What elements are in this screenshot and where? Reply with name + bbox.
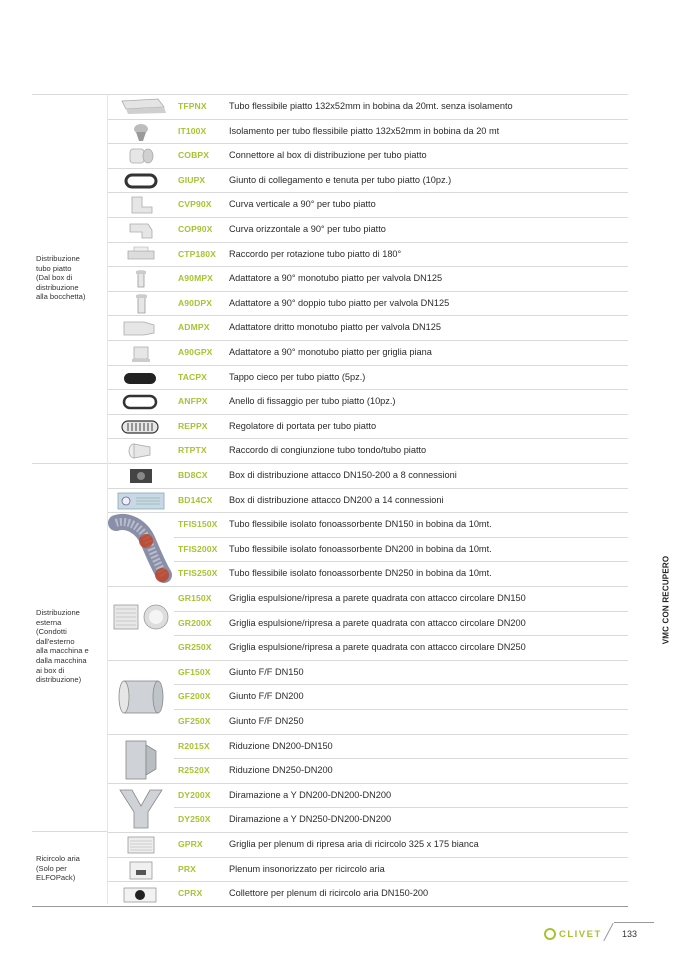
product-description: Raccordo di congiunzione tubo tondo/tubo piatto bbox=[229, 445, 427, 456]
product-code: DY200X bbox=[178, 789, 211, 800]
adapter-90-mono-image bbox=[108, 267, 174, 291]
product-description: Plenum insonorizzato per ricircolo aria bbox=[229, 863, 385, 874]
joint-image bbox=[108, 169, 174, 193]
table-row bbox=[108, 389, 628, 414]
distribution-box-8-image bbox=[108, 464, 174, 488]
product-description: Adattatore dritto monotubo piatto per valvola DN125 bbox=[229, 322, 441, 333]
product-code: RTPTX bbox=[178, 445, 207, 456]
table-row bbox=[108, 438, 628, 463]
table-row bbox=[108, 168, 628, 193]
product-description: Collettore per plenum di ricircolo aria DN150-200 bbox=[229, 888, 429, 899]
product-description: Isolamento per tubo flessibile piatto 132x52mm in bobina da 20 mt bbox=[229, 125, 500, 136]
product-description: Adattatore a 90° monotubo piatto per griglia piana bbox=[229, 347, 432, 357]
straight-adapter-image bbox=[108, 316, 174, 340]
product-code: IT100X bbox=[178, 125, 207, 136]
product-code: ADMPX bbox=[178, 322, 210, 333]
footer-slash bbox=[603, 923, 613, 941]
product-code: R2015X bbox=[178, 740, 210, 751]
grille-adapter-image bbox=[108, 341, 174, 365]
product-code: DY250X bbox=[178, 814, 211, 825]
product-description: Raccordo per rotazione tubo piatto di 180° bbox=[229, 248, 402, 259]
table-row bbox=[174, 709, 628, 734]
product-code: REPPX bbox=[178, 420, 208, 431]
table-row bbox=[174, 611, 628, 636]
table-row bbox=[108, 488, 628, 513]
product-description: Tubo flessibile isolato fonoassorbente DN200 in bobina da 10mt. bbox=[229, 543, 492, 554]
table-row bbox=[108, 857, 628, 882]
product-description: Connettore al box di distribuzione per tubo piatto bbox=[229, 150, 427, 161]
table-row bbox=[108, 365, 628, 390]
table-row bbox=[108, 242, 628, 267]
footer-rule bbox=[614, 922, 654, 923]
reduction-image bbox=[108, 735, 174, 784]
table-row bbox=[108, 291, 628, 316]
product-code: GF250X bbox=[178, 716, 211, 726]
product-description: Curva verticale a 90° per tubo piatto bbox=[229, 199, 376, 210]
group-label-text: Distribuzione esterna (Condotti dall'esterno alla macchina e dalla macchina ai box di distribuzione) bbox=[36, 608, 89, 685]
table-row bbox=[108, 881, 628, 906]
table-row bbox=[108, 340, 628, 365]
product-description: Diramazione a Y DN200-DN200-DN200 bbox=[229, 789, 392, 800]
product-code: ANFPX bbox=[178, 396, 208, 407]
product-description: Griglia espulsione/ripresa a parete quadrata con attacco circolare DN250 bbox=[229, 642, 526, 653]
table-row bbox=[108, 832, 628, 857]
product-description: Box di distribuzione attacco DN200 a 14 connessioni bbox=[229, 494, 444, 505]
table-row bbox=[108, 217, 628, 242]
table-row bbox=[108, 119, 628, 144]
product-description: Regolatore di portata per tubo piatto bbox=[229, 420, 377, 431]
side-section-title: VMC CON RECUPERO bbox=[661, 555, 671, 645]
table-row bbox=[174, 561, 628, 586]
table-row bbox=[108, 414, 628, 439]
plenum-image bbox=[108, 858, 174, 882]
brand-logo bbox=[544, 927, 602, 941]
product-code: GR250X bbox=[178, 642, 212, 653]
fixing-ring-image bbox=[108, 390, 174, 414]
product-code: COBPX bbox=[178, 150, 210, 161]
product-code: PRX bbox=[178, 863, 196, 874]
group-label-text: Distribuzione tubo piatto (Dal box di distribuzione alla bocchetta) bbox=[36, 254, 86, 302]
product-code: GR150X bbox=[178, 593, 212, 603]
product-description: Diramazione a Y DN250-DN200-DN200 bbox=[229, 814, 392, 825]
blind-cap-image bbox=[108, 366, 174, 390]
product-code: GPRX bbox=[178, 839, 203, 849]
insulation-image bbox=[108, 120, 174, 144]
product-code: R2520X bbox=[178, 765, 210, 776]
product-description: Tubo flessibile piatto 132x52mm in bobina da 20mt. senza isolamento bbox=[229, 101, 513, 111]
product-description: Tappo cieco per tubo piatto (5pz.) bbox=[229, 371, 366, 382]
product-description: Riduzione DN200-DN150 bbox=[229, 740, 333, 751]
group-label-text: Ricircolo aria (Solo per ELFOPack) bbox=[36, 854, 80, 883]
product-code: GF200X bbox=[178, 691, 211, 702]
product-code: CPRX bbox=[178, 888, 203, 899]
distribution-box-14-image bbox=[108, 489, 174, 513]
ff-joint-image bbox=[108, 661, 174, 735]
product-code: GR200X bbox=[178, 617, 212, 628]
table-row bbox=[108, 266, 628, 291]
product-description: Curva orizzontale a 90° per tubo piatto bbox=[229, 224, 386, 234]
round-flat-fitting-image bbox=[108, 439, 174, 463]
group-divider bbox=[32, 463, 108, 464]
product-code: CTP180X bbox=[178, 248, 216, 259]
vertical-bend-image bbox=[108, 193, 174, 217]
product-description: Riduzione DN250-DN200 bbox=[229, 765, 333, 776]
product-description: Griglia espulsione/ripresa a parete quadrata con attacco circolare DN150 bbox=[229, 593, 526, 603]
product-description: Giunto di collegamento e tenuta per tubo piatto (10pz.) bbox=[229, 174, 452, 185]
table-row bbox=[174, 758, 628, 783]
product-code: COP90X bbox=[178, 224, 213, 234]
table-row bbox=[108, 192, 628, 217]
plenum-grille-image bbox=[108, 833, 174, 857]
table-row bbox=[108, 463, 628, 488]
product-code: A90DPX bbox=[178, 297, 213, 308]
insulated-flexible-duct-image bbox=[108, 513, 174, 587]
table-row bbox=[174, 807, 628, 832]
product-code: TFPNX bbox=[178, 101, 207, 111]
flat-duct-image bbox=[108, 95, 174, 119]
product-description: Box di distribuzione attacco DN150-200 a 8 connessioni bbox=[229, 470, 457, 480]
wall-grille-image bbox=[108, 587, 174, 661]
product-code: GF150X bbox=[178, 666, 211, 677]
logo-ring-icon bbox=[544, 928, 556, 940]
product-code: TFIS250X bbox=[178, 568, 218, 579]
product-description: Giunto F/F DN250 bbox=[229, 716, 304, 726]
table-row bbox=[174, 684, 628, 709]
group-label-recirculation bbox=[36, 854, 106, 883]
product-code: A90GPX bbox=[178, 347, 213, 357]
product-description: Griglia espulsione/ripresa a parete quadrata con attacco circolare DN200 bbox=[229, 617, 526, 628]
page-number: 133 bbox=[622, 929, 638, 939]
product-code: BD14CX bbox=[178, 494, 213, 505]
table-row bbox=[108, 315, 628, 340]
product-description: Anello di fissaggio per tubo piatto (10pz.) bbox=[229, 396, 396, 407]
product-description: Tubo flessibile isolato fonoassorbente DN150 in bobina da 10mt. bbox=[229, 519, 492, 530]
group-label-external bbox=[36, 608, 106, 685]
adapter-90-double-image bbox=[108, 292, 174, 316]
y-branch-image bbox=[108, 784, 174, 833]
table-row bbox=[174, 635, 628, 660]
table-row bbox=[108, 143, 628, 168]
product-code: GIUPX bbox=[178, 174, 206, 185]
collector-image bbox=[108, 882, 174, 906]
product-code: TFIS150X bbox=[178, 519, 218, 530]
product-description: Adattatore a 90° monotubo piatto per valvola DN125 bbox=[229, 273, 443, 284]
connector-image bbox=[108, 144, 174, 168]
product-description: Adattatore a 90° doppio tubo piatto per valvola DN125 bbox=[229, 297, 450, 308]
product-code: TFIS200X bbox=[178, 543, 218, 554]
product-code: CVP90X bbox=[178, 199, 212, 210]
product-description: Griglia per plenum di ripresa aria di ricircolo 325 x 175 bianca bbox=[229, 839, 479, 849]
group-divider bbox=[32, 94, 108, 95]
product-description: Giunto F/F DN200 bbox=[229, 691, 304, 702]
horizontal-bend-image bbox=[108, 218, 174, 242]
product-code: BD8CX bbox=[178, 470, 208, 480]
table-bottom-rule bbox=[32, 906, 628, 907]
product-description: Tubo flessibile isolato fonoassorbente DN250 in bobina da 10mt. bbox=[229, 568, 492, 579]
product-description: Giunto F/F DN150 bbox=[229, 666, 304, 677]
group-divider bbox=[32, 831, 108, 832]
table-row bbox=[108, 94, 628, 119]
rotation-fitting-image bbox=[108, 243, 174, 267]
product-code: A90MPX bbox=[178, 273, 213, 284]
group-label-flat-duct bbox=[36, 254, 106, 302]
product-code: TACPX bbox=[178, 371, 207, 382]
flow-regulator-image bbox=[108, 415, 174, 439]
table-row bbox=[174, 537, 628, 562]
brand-name: CLIVET bbox=[559, 928, 602, 940]
